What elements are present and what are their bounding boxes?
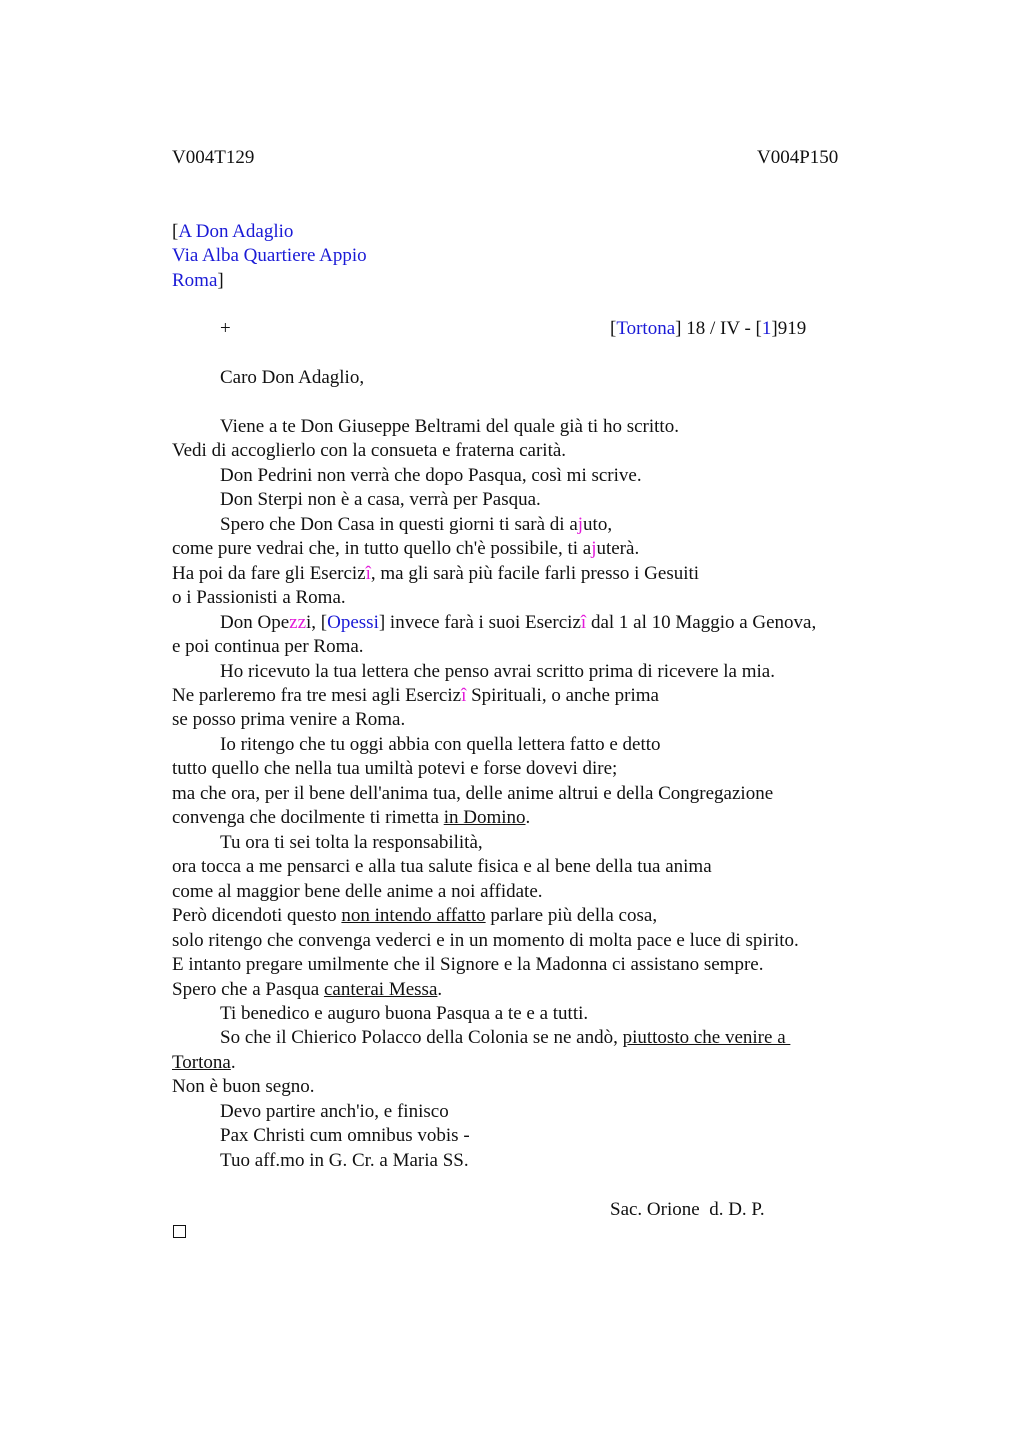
editorial-mark: j	[591, 538, 597, 559]
signature: Sac. Orione d. D. P.	[610, 1199, 765, 1220]
salutation: Caro Don Adaglio,	[220, 367, 365, 388]
body-line: convenga che docilmente ti rimetta in Domino.	[172, 807, 531, 828]
body-line: e poi continua per Roma.	[172, 636, 364, 657]
body-line: solo ritengo che convenga vederci e in un momento di molta pace e luce di spirito.	[172, 930, 799, 951]
editorial-mark: zz	[289, 612, 307, 633]
body-line: come pure vedrai che, in tutto quello ch'è possibile, ti ajuterà.	[172, 538, 640, 559]
body-line: Ha poi da fare gli Esercizî, ma gli sarà più facile farli presso i Gesuiti	[172, 563, 700, 584]
dateline: [Tortona] 18 / IV - [1]919	[610, 318, 807, 339]
document-code-left: V004T129	[172, 147, 255, 168]
body-line: Devo partire anch'io, e finisco	[220, 1101, 449, 1122]
body-line: Ne parleremo fra tre mesi agli Esercizî Spirituali, o anche prima	[172, 685, 659, 706]
body-line: Pax Christi cum omnibus vobis -	[220, 1125, 470, 1146]
closing-line: Tuo aff.mo in G. Cr. a Maria SS.	[220, 1150, 469, 1171]
body-line: E intanto pregare umilmente che il Signore e la Madonna ci assistano sempre.	[172, 954, 764, 975]
editorial-mark: î	[580, 612, 587, 633]
address-line-1: [A Don Adaglio	[172, 221, 294, 242]
body-line: Ti benedico e auguro buona Pasqua a te e a tutti.	[220, 1003, 589, 1024]
editorial-mark: î	[365, 563, 371, 584]
body-line: Però dicendoti questo non intendo affatto parlare più della cosa,	[172, 905, 658, 926]
body-line: come al maggior bene delle anime a noi affidate.	[172, 881, 543, 902]
body-line: Don Opezzi, [Opessi] invece farà i suoi Esercizî dal 1 al 10 Maggio a Genova,	[220, 612, 817, 633]
body-line: Io ritengo che tu oggi abbia con quella lettera fatto e detto	[220, 734, 661, 755]
body-line: Don Pedrini non verrà che dopo Pasqua, così mi scrive.	[220, 465, 642, 486]
dateline-place: Tortona	[616, 318, 676, 339]
body-line: ma che ora, per il bene dell'anima tua, delle anime altrui e della Congregazione	[172, 783, 774, 804]
body-line: Non è buon segno.	[172, 1076, 315, 1097]
body-line: So che il Chierico Polacco della Colonia se ne andò, piuttosto che venire a	[220, 1027, 791, 1048]
body-line: ora tocca a me pensarci e alla tua salute fisica e al bene della tua anima	[172, 856, 712, 877]
body-line: Ho ricevuto la tua lettera che penso avrai scritto prima di ricevere la mia.	[220, 661, 775, 682]
body-line: Viene a te Don Giuseppe Beltrami del quale già ti ho scritto.	[220, 416, 679, 437]
body-line: tutto quello che nella tua umiltà potevi e forse dovevi dire;	[172, 758, 618, 779]
underlined-phrase: non intendo affatto	[341, 905, 486, 926]
address-city: Roma	[172, 270, 218, 291]
cross-symbol: +	[220, 318, 231, 339]
editorial-mark: j	[577, 514, 584, 535]
body-line: o i Passionisti a Roma.	[172, 587, 346, 608]
end-of-document-square-icon	[173, 1225, 186, 1238]
document-code-right: V004P150	[757, 147, 839, 168]
body-line: Tu ora ti sei tolta la responsabilità,	[220, 832, 483, 853]
body-line: Tortona.	[172, 1052, 236, 1073]
body-line: Don Sterpi non è a casa, verrà per Pasqua.	[220, 489, 541, 510]
body-line: Spero che Don Casa in questi giorni ti sarà di ajuto,	[220, 514, 613, 535]
editorial-mark: î	[461, 685, 467, 706]
address-line-2: Via Alba Quartiere Appio	[172, 245, 367, 266]
underlined-phrase: Tortona	[172, 1052, 231, 1073]
body-line: Spero che a Pasqua canterai Messa.	[172, 979, 443, 1000]
underlined-phrase: canterai Messa	[323, 979, 438, 1000]
body-line: se posso prima venire a Roma.	[172, 709, 406, 730]
underlined-phrase: piuttosto che venire a	[622, 1027, 791, 1048]
underlined-phrase: in Domino	[443, 807, 526, 828]
dateline-year-fix: 1	[761, 318, 772, 339]
body-line: Vedi di accoglierlo con la consueta e fraterna carità.	[172, 440, 567, 461]
address-recipient: A Don Adaglio	[178, 221, 294, 242]
address-line-3: Roma]	[172, 270, 224, 291]
editorial-correction: Opessi	[327, 612, 379, 633]
